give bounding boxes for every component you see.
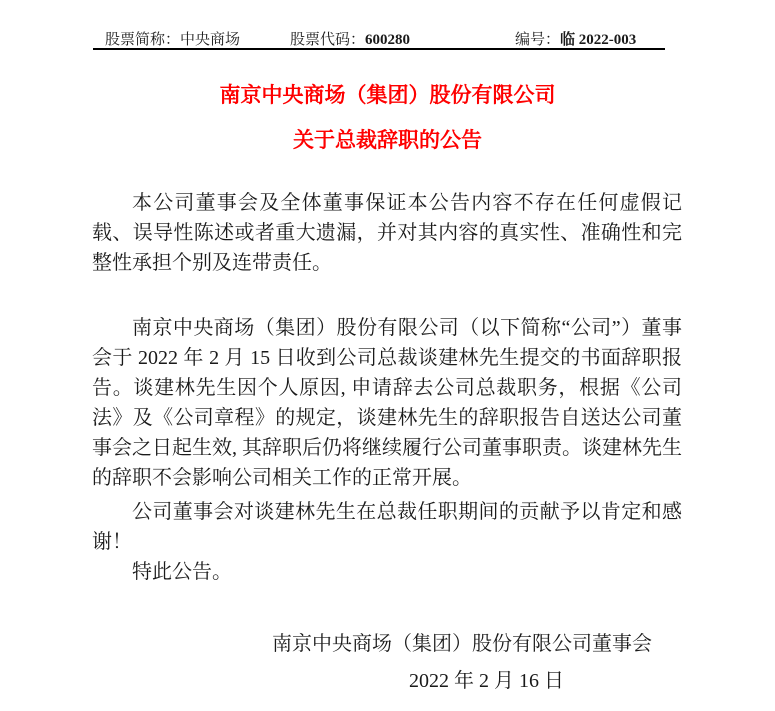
header-divider [93, 48, 665, 50]
stock-name-field [105, 28, 240, 49]
stock-header [93, 28, 665, 48]
announcement-number-value: 临 2022-003 [560, 32, 637, 48]
announcement-body [92, 188, 682, 587]
stock-code-label: 股票代码： [290, 32, 366, 48]
stock-name-value: 中央商场 [180, 32, 241, 48]
closing-paragraph: 特此公告。 [132, 561, 232, 583]
signature-date: 2022 年 2 月 16 日 [409, 670, 564, 692]
company-title: 南京中央商场（集团）股份有限公司 [219, 83, 556, 107]
signature-company: 南京中央商场（集团）股份有限公司董事会 [272, 633, 652, 655]
resignation-paragraph: 南京中央商场（集团）股份有限公司（以下简称“公司”）董事会于 2022 年 2 月 15 日收到公司总裁谈建林先生提交的书面辞职报告。谈建林先生因个人原因, 申请辞去公司总裁职务，根据《公司法》及《公司章程》的规定，谈建林先生的辞职报告自送达公司董事会之日起生效, 其辞职后仍将继续履行公司董事职责。谈建林先生的辞职不会影响公司相关工作的正常开展。 [92, 317, 682, 489]
announcement-title: 关于总裁辞职的公告 [293, 128, 482, 152]
stock-code-value: 600280 [365, 32, 411, 48]
stock-name-label: 股票简称： [105, 32, 181, 48]
thanks-paragraph: 公司董事会对谈建林先生在总裁任职期间的贡献予以肯定和感谢！ [92, 501, 682, 553]
disclaimer-paragraph: 本公司董事会及全体董事保证本公告内容不存在任何虚假记载、误导性陈述或者重大遗漏，并对其内容的真实性、准确性和完整性承担个别及连带责任。 [92, 192, 682, 274]
signature-block [92, 629, 682, 696]
announcement-number-label: 编号： [515, 32, 561, 48]
announcement-number-field [515, 28, 636, 49]
stock-code-field [290, 28, 410, 49]
